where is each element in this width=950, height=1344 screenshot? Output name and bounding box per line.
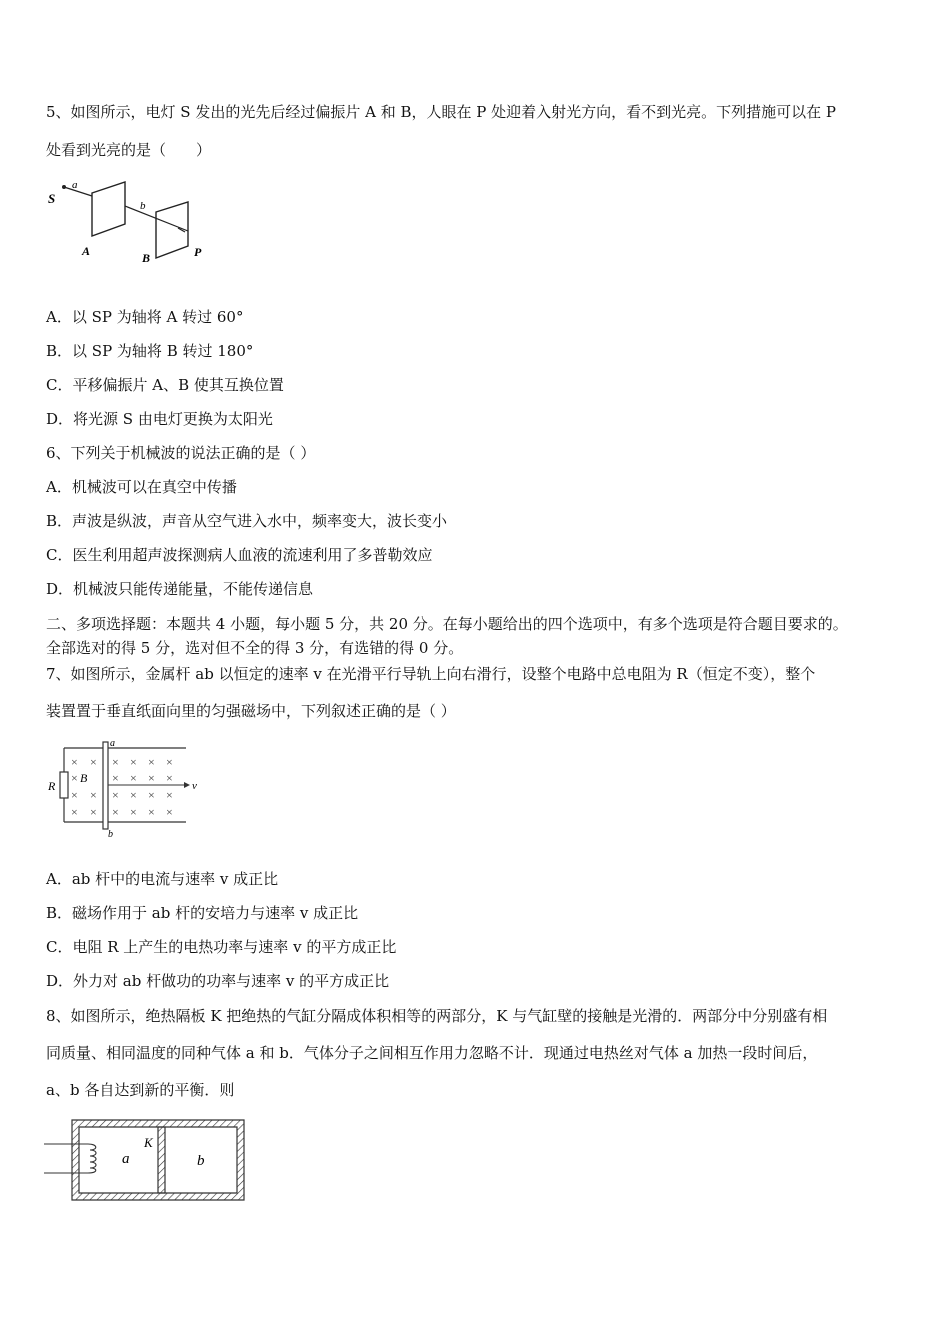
q5-option-c: C．平移偏振片 A、B 使其互换位置 [46, 376, 284, 394]
label-k: K [144, 1135, 153, 1150]
q5-option-b: B．以 SP 为轴将 B 转过 180° [46, 342, 254, 360]
cross: × [166, 771, 173, 785]
cross: × [148, 755, 155, 769]
q7-stem-line2: 装置置于垂直纸面向里的匀强磁场中，下列叙述正确的是（ ） [46, 702, 456, 720]
q5-option-a: A．以 SP 为轴将 A 转过 60° [46, 308, 244, 326]
label-rod-a: a [110, 738, 115, 749]
cross: × [112, 805, 119, 819]
rod-ab [103, 742, 108, 829]
q5-stem-line1: 5、如图所示，电灯 S 发出的光先后经过偏振片 A 和 B，人眼在 P 处迎着入射光方向，看不到光亮。下列措施可以在 P [46, 103, 837, 121]
cross: × [90, 788, 97, 802]
cross: × [130, 788, 137, 802]
polarizer-b [156, 202, 188, 258]
q6-option-b: B．声波是纵波，声音从空气进入水中，频率变大，波长变小 [46, 512, 448, 530]
cross: × [90, 805, 97, 819]
section2-heading-line1: 二、多项选择题：本题共 4 小题，每小题 5 分，共 20 分。在每小题给出的四个选项中，有多个选项是符合题目要求的。 [46, 615, 848, 633]
velocity-arrowhead [184, 782, 190, 788]
cross: × [71, 805, 78, 819]
cross: × [130, 755, 137, 769]
rail-circuit-figure [44, 736, 204, 838]
cross: × [90, 755, 97, 769]
q6-stem: 6、下列关于机械波的说法正确的是（ ） [46, 444, 316, 462]
cross: × [148, 788, 155, 802]
cross: × [112, 771, 119, 785]
cross: × [112, 788, 119, 802]
label-b-field: B [80, 771, 88, 785]
partition-k [158, 1127, 165, 1193]
ray-a [64, 187, 92, 196]
label-p: P [194, 245, 202, 259]
q7-option-a: A．ab 杆中的电流与速率 v 成正比 [46, 870, 279, 888]
cylinder-figure [44, 1118, 249, 1202]
polarizer-a [92, 182, 125, 236]
q7-option-c: C．电阻 R 上产生的电热功率与速率 v 的平方成正比 [46, 938, 397, 956]
q5-option-d: D．将光源 S 由电灯更换为太阳光 [46, 410, 273, 428]
polarizer-figure [44, 176, 214, 271]
q6-option-c: C．医生利用超声波探测病人血液的流速利用了多普勒效应 [46, 546, 433, 564]
label-polarizer-b: B [142, 251, 151, 265]
q7-option-d: D．外力对 ab 杆做功的功率与速率 v 的平方成正比 [46, 972, 390, 990]
heating-coil [88, 1144, 96, 1173]
label-b-ray: b [140, 200, 146, 212]
label-a-ray: a [72, 179, 78, 191]
section2-heading-line2: 全部选对的得 5 分，选对但不全的得 3 分，有选错的得 0 分。 [46, 639, 464, 657]
q6-option-a: A．机械波可以在真空中传播 [46, 478, 237, 496]
label-gas-b: b [197, 1153, 205, 1169]
label-gas-a: a [122, 1151, 130, 1167]
q7-stem-line1: 7、如图所示，金属杆 ab 以恒定的速率 v 在光滑平行导轨上向右滑行，设整个电路中总电阻为 R（恒定不变），整个 [46, 665, 816, 683]
q5-stem-line2: 处看到光亮的是（ ） [46, 141, 212, 159]
q6-option-d: D．机械波只能传递能量，不能传递信息 [46, 580, 314, 598]
label-rod-b: b [108, 829, 113, 838]
cross: × [71, 788, 78, 802]
label-r: R [48, 779, 56, 793]
cross: × [130, 771, 137, 785]
cross: × [166, 805, 173, 819]
label-v: v [192, 780, 197, 792]
label-polarizer-a: A [82, 244, 91, 258]
cross: × [166, 755, 173, 769]
label-s: S [48, 191, 56, 206]
q8-stem-line2: 同质量、相同温度的同种气体 a 和 b．气体分子之间相互作用力忽略不计．现通过电热丝对气体 a 加热一段时间后， [46, 1044, 818, 1062]
q7-option-b: B．磁场作用于 ab 杆的安培力与速率 v 成正比 [46, 904, 359, 922]
cross: × [148, 771, 155, 785]
q8-stem-line1: 8、如图所示，绝热隔板 K 把绝热的气缸分隔成体积相等的两部分，K 与气缸壁的接触是光滑的．两部分中分别盛有相 [46, 1007, 828, 1025]
cross: × [112, 755, 119, 769]
cross: × [166, 788, 173, 802]
cross: × [130, 805, 137, 819]
cross: × [71, 771, 78, 785]
q8-stem-line3: a、b 各自达到新的平衡．则 [46, 1081, 235, 1099]
cross: × [148, 805, 155, 819]
magnetic-field-crosses [71, 755, 173, 819]
resistor-r [60, 772, 68, 798]
cross: × [71, 755, 78, 769]
